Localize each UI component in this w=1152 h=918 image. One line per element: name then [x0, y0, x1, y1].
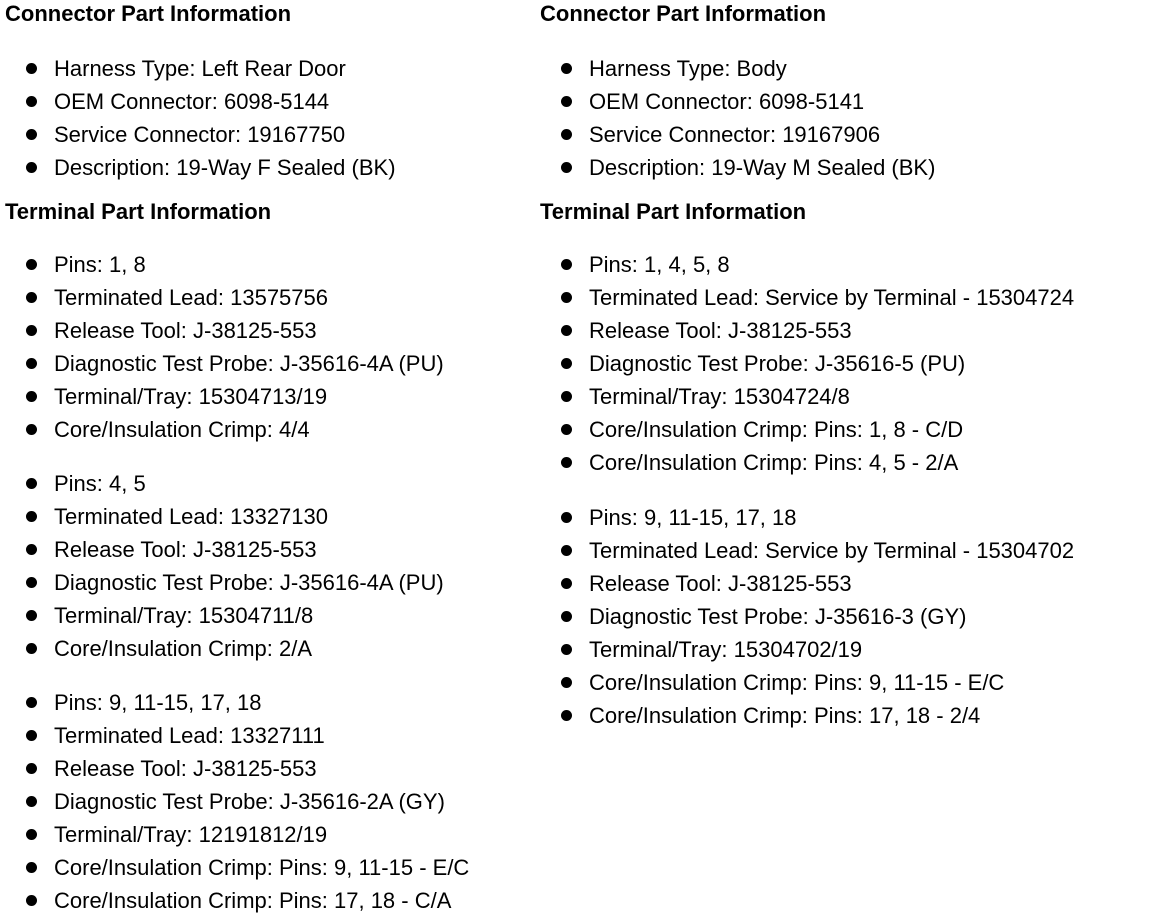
left-connector-list	[5, 52, 535, 184]
list-item: OEM Connector: 6098-5144	[5, 85, 535, 118]
list-item: Terminated Lead: Service by Terminal - 15304702	[540, 534, 1150, 567]
list-item: Service Connector: 19167906	[540, 118, 1150, 151]
list-item: Terminated Lead: 13327111	[5, 719, 535, 752]
list-item: Pins: 1, 4, 5, 8	[540, 248, 1150, 281]
list-item: Terminated Lead: 13327130	[5, 500, 535, 533]
list-item: Core/Insulation Crimp: Pins: 4, 5 - 2/A	[540, 446, 1150, 479]
list-item: Harness Type: Left Rear Door	[5, 52, 535, 85]
list-item: Core/Insulation Crimp: Pins: 17, 18 - 2/4	[540, 699, 1150, 732]
left-connector-column	[5, 0, 535, 917]
list-item: Harness Type: Body	[540, 52, 1150, 85]
list-item: Terminal/Tray: 12191812/19	[5, 818, 535, 851]
left-terminal-group-2	[5, 467, 535, 665]
right-connector-heading: Connector Part Information	[540, 1, 827, 26]
list-item: Diagnostic Test Probe: J-35616-4A (PU)	[5, 566, 535, 599]
left-connector-heading: Connector Part Information	[5, 1, 292, 26]
right-terminal-group-1	[540, 248, 1150, 479]
list-item: Terminal/Tray: 15304711/8	[5, 599, 535, 632]
left-terminal-group-1	[5, 248, 535, 446]
list-item: Description: 19-Way F Sealed (BK)	[5, 151, 535, 184]
list-item: Pins: 9, 11-15, 17, 18	[5, 686, 535, 719]
right-terminal-group-2	[540, 501, 1150, 732]
list-item: Pins: 1, 8	[5, 248, 535, 281]
list-item: Pins: 4, 5	[5, 467, 535, 500]
list-item: Terminal/Tray: 15304724/8	[540, 380, 1150, 413]
list-item: Terminal/Tray: 15304713/19	[5, 380, 535, 413]
list-item: Description: 19-Way M Sealed (BK)	[540, 151, 1150, 184]
list-item: Diagnostic Test Probe: J-35616-5 (PU)	[540, 347, 1150, 380]
list-item: Pins: 9, 11-15, 17, 18	[540, 501, 1150, 534]
list-item: Release Tool: J-38125-553	[5, 314, 535, 347]
right-connector-column	[540, 0, 1150, 732]
list-item: Core/Insulation Crimp: 2/A	[5, 632, 535, 665]
list-item: Core/Insulation Crimp: Pins: 9, 11-15 - E/C	[540, 666, 1150, 699]
right-connector-list	[540, 52, 1150, 184]
list-item: Release Tool: J-38125-553	[540, 567, 1150, 600]
list-item: Core/Insulation Crimp: Pins: 17, 18 - C/A	[5, 884, 535, 917]
list-item: Diagnostic Test Probe: J-35616-2A (GY)	[5, 785, 535, 818]
list-item: Diagnostic Test Probe: J-35616-3 (GY)	[540, 600, 1150, 633]
list-item: Core/Insulation Crimp: Pins: 9, 11-15 - E/C	[5, 851, 535, 884]
list-item: Core/Insulation Crimp: Pins: 1, 8 - C/D	[540, 413, 1150, 446]
list-item: Release Tool: J-38125-553	[5, 752, 535, 785]
list-item: Core/Insulation Crimp: 4/4	[5, 413, 535, 446]
left-terminal-group-3	[5, 686, 535, 917]
list-item: Terminal/Tray: 15304702/19	[540, 633, 1150, 666]
list-item: OEM Connector: 6098-5141	[540, 85, 1150, 118]
list-item: Release Tool: J-38125-553	[5, 533, 535, 566]
left-terminal-heading: Terminal Part Information	[5, 199, 272, 224]
right-terminal-heading: Terminal Part Information	[540, 199, 807, 224]
list-item: Release Tool: J-38125-553	[540, 314, 1150, 347]
list-item: Terminated Lead: Service by Terminal - 15304724	[540, 281, 1150, 314]
list-item: Diagnostic Test Probe: J-35616-4A (PU)	[5, 347, 535, 380]
list-item: Service Connector: 19167750	[5, 118, 535, 151]
list-item: Terminated Lead: 13575756	[5, 281, 535, 314]
